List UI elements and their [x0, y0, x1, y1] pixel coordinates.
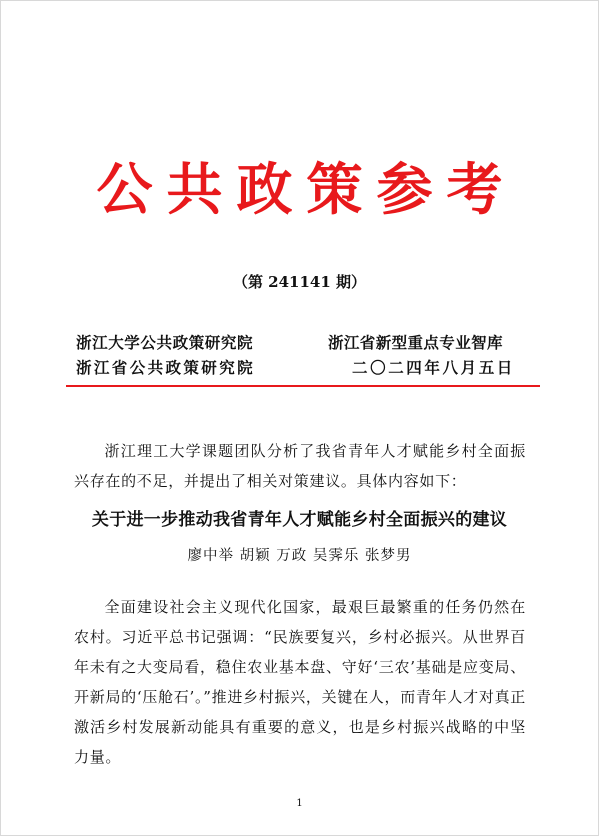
issue-number: （第 241141 期） — [232, 273, 367, 291]
body-paragraph — [74, 592, 526, 772]
article-title: 关于进一步推动我省青年人才赋能乡村全面振兴的建议 — [91, 510, 508, 530]
intro-text: 浙江理工大学课题团队分析了我省青年人才赋能乡村全面振兴存在的不足，并提出了相关对策建议。具体内容如下： — [74, 442, 526, 490]
publication-date: 二〇二四年八月五日 — [352, 358, 515, 377]
institution-right-line1: 浙江省新型重点专业智库 — [328, 333, 503, 352]
intro-paragraph — [74, 436, 526, 496]
article-authors: 廖中举 胡颖 万政 吴霁乐 张梦男 — [187, 548, 412, 564]
institution-left-line1: 浙江大学公共政策研究院 — [76, 333, 254, 352]
body-paragraph-text: 全面建设社会主义现代化国家，最艰巨最繁重的任务仍然在农村。习近平总书记强调：“民族要复兴，乡村必振兴。从世界百年未有之大变局看，稳住农业基本盘、守好‘三农’基础是应变局、开新局的‘压舱石’。”推进乡村振兴，关键在人，而青年人才对真正激活乡村发展新动能具有重要的意义，也是乡村振兴战略的中坚力量。 — [74, 598, 526, 766]
page-number: 1 — [296, 798, 303, 809]
institution-left-line2: 浙江省公共政策研究院 — [76, 358, 256, 377]
red-divider-rule — [66, 385, 540, 387]
masthead-title: 公共政策参考 — [96, 157, 517, 223]
